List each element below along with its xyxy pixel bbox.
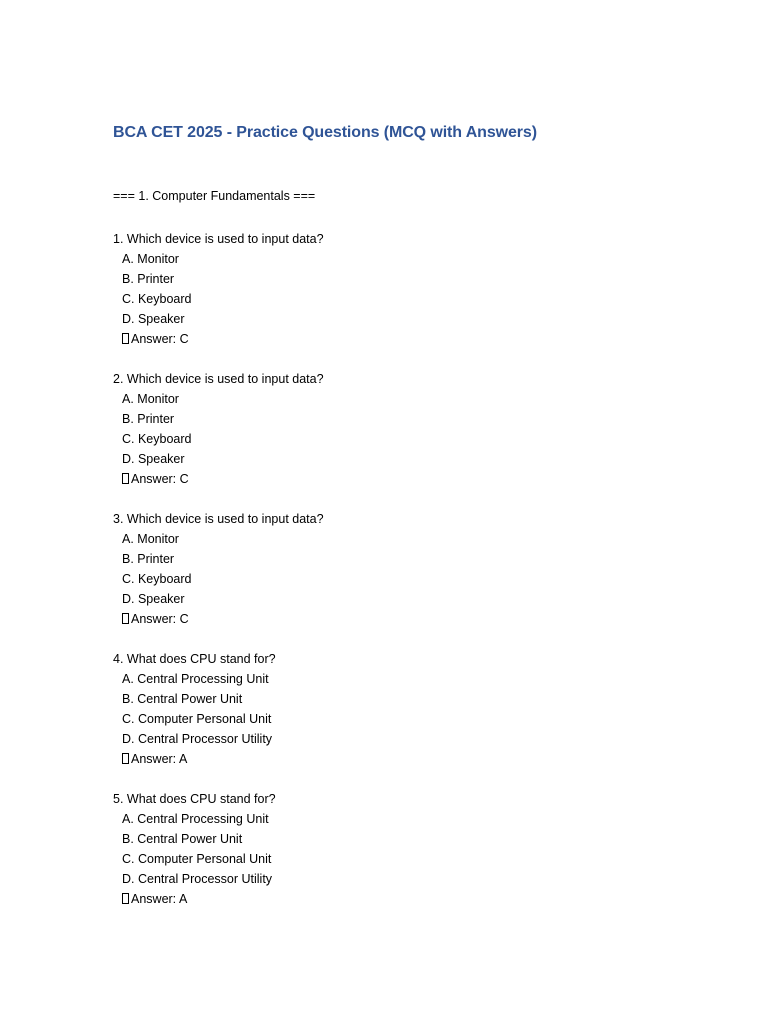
answer-value: A	[178, 892, 188, 906]
question-block	[113, 509, 324, 629]
answer-line	[113, 889, 324, 909]
question-block	[113, 229, 324, 349]
answer-option: B. Printer	[122, 412, 175, 426]
answer-value: C	[179, 332, 189, 346]
question-list	[113, 229, 324, 929]
answer-option: A. Monitor	[122, 532, 179, 546]
answer-option: C. Computer Personal Unit	[122, 852, 272, 866]
answer-option: D. Central Processor Utility	[122, 732, 273, 746]
answer-option: B. Central Power Unit	[122, 832, 243, 846]
answer-prefix: Answer:	[131, 472, 180, 486]
answer-line	[113, 469, 324, 489]
question-block	[113, 649, 324, 769]
answer-option: C. Keyboard	[122, 292, 192, 306]
answer-prefix: Answer:	[131, 892, 179, 906]
question-block	[113, 789, 324, 909]
missing-glyph-icon	[122, 893, 129, 904]
answer-option: B. Central Power Unit	[122, 692, 243, 706]
question-text: 4. What does CPU stand for?	[113, 652, 276, 666]
missing-glyph-icon	[122, 613, 129, 624]
answer-line	[113, 749, 324, 769]
missing-glyph-icon	[122, 753, 129, 764]
answer-line	[113, 609, 324, 629]
answer-value: C	[179, 612, 189, 626]
answer-option: A. Monitor	[122, 392, 179, 406]
question-text: 3. Which device is used to input data?	[113, 512, 324, 526]
answer-option: A. Central Processing Unit	[122, 672, 269, 686]
answer-option: C. Keyboard	[122, 572, 192, 586]
question-text: 2. Which device is used to input data?	[113, 372, 324, 386]
missing-glyph-icon	[122, 333, 129, 344]
answer-option: C. Computer Personal Unit	[122, 712, 272, 726]
answer-option: A. Central Processing Unit	[122, 812, 269, 826]
answer-option: C. Keyboard	[122, 432, 192, 446]
answer-option: B. Printer	[122, 272, 175, 286]
question-text: 1. Which device is used to input data?	[113, 232, 324, 246]
answer-option: D. Speaker	[122, 592, 185, 606]
answer-prefix: Answer:	[131, 612, 180, 626]
answer-value: C	[179, 472, 189, 486]
question-text: 5. What does CPU stand for?	[113, 792, 276, 806]
answer-prefix: Answer:	[131, 332, 180, 346]
answer-line	[113, 329, 324, 349]
answer-option: B. Printer	[122, 552, 175, 566]
answer-option: A. Monitor	[122, 252, 179, 266]
answer-option: D. Speaker	[122, 452, 185, 466]
answer-option: D. Speaker	[122, 312, 185, 326]
answer-prefix: Answer:	[131, 752, 179, 766]
answer-value: A	[178, 752, 188, 766]
question-block	[113, 369, 324, 489]
missing-glyph-icon	[122, 473, 129, 484]
answer-option: D. Central Processor Utility	[122, 872, 273, 886]
section-heading: === 1. Computer Fundamentals ===	[113, 189, 316, 203]
document-title: BCA CET 2025 - Practice Questions (MCQ with Answers)	[113, 124, 537, 141]
